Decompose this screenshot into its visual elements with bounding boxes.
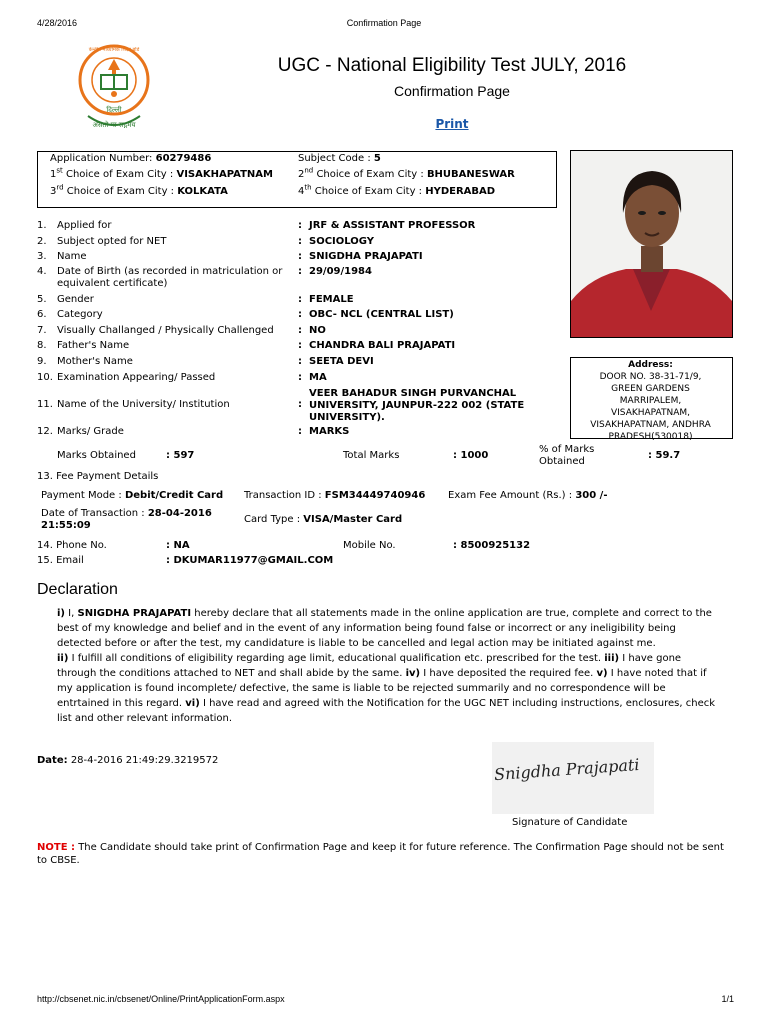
clause-text: I, [65, 608, 78, 619]
choice-2-suffix: nd [304, 166, 314, 175]
payment-mode-value: Debit/Credit Card [124, 490, 224, 501]
print-link[interactable]: Print [435, 117, 469, 131]
transaction-date-label: Date of Transaction : [41, 508, 145, 519]
application-number-label: Application Number: [50, 153, 153, 164]
transaction-id-value: FSM34449740946 [324, 490, 426, 501]
clause-text: hereby declare that all statements made in the online application are true, complete and correct to the best of my knowledge and belief and in the event of any information being found false or incorrect or any ineligibility being detected before or after the test, my candidature is liable to be cancelled and legal action may be initiated against me. [57, 608, 712, 649]
choice-2-label: Choice of Exam City : [313, 169, 424, 180]
clause-text: I fulfill all conditions of eligibility regarding age limit, educational qualification etc. prescribed for the test. [68, 653, 605, 664]
declaration-date [37, 755, 218, 766]
choice-1-ordinal: 1 [50, 169, 57, 180]
declaration-heading: Declaration [37, 581, 118, 598]
field-value: VEER BAHADUR SINGH PURVANCHAL UNIVERSITY, JAUNPUR-222 002 (STATE UNIVERSITY). [309, 388, 525, 423]
field-label: Visually Challanged / Physically Challenged [57, 325, 274, 336]
exam-city-choice-3 [50, 183, 228, 197]
clause-marker: iv) [405, 668, 421, 679]
exam-city-choice-4 [298, 183, 496, 197]
field-colon: : [298, 426, 302, 437]
email-value: : DKUMAR11977@GMAIL.COM [166, 555, 334, 566]
payment-mode-label: Payment Mode : [41, 490, 122, 501]
phone-value: : NA [166, 540, 190, 551]
field-value: SOCIOLOGY [309, 236, 375, 247]
choice-1-suffix: st [56, 166, 63, 175]
field-colon: : [298, 251, 302, 262]
field-label: Name [57, 251, 87, 262]
choice-4-ordinal: 4 [298, 186, 305, 197]
address-line: MARRIPALEM, [619, 396, 682, 406]
field-label: Marks/ Grade [57, 426, 124, 437]
field-number: 10. [37, 372, 53, 383]
print-url: http://cbsenet.nic.in/cbsenet/Online/PrintApplicationForm.aspx [37, 994, 285, 1004]
field-label: Gender [57, 294, 94, 305]
logo-motto: असतो मा सद्गमय [92, 121, 136, 129]
address-line: VISAKHAPATNAM, ANDHRA [590, 420, 711, 430]
clause-text: I have noted that if my application is found incomplete/ defective, the same is liable to be rejected summarily and no correspondence will be entrtained in this regard. [57, 668, 707, 709]
field-value: NO [309, 325, 326, 336]
clause-marker: ii) [57, 653, 69, 664]
choice-2-value: BHUBANESWAR [426, 169, 515, 180]
clause-marker: iii) [604, 653, 620, 664]
address-line: GREEN GARDENS [611, 384, 690, 394]
field-number: 7. [37, 325, 47, 336]
print-date: 4/28/2016 [37, 18, 78, 28]
address-line: DOOR NO. 38-31-71/9, [599, 372, 702, 382]
payment-mode [41, 490, 223, 501]
candidate-photo [570, 150, 733, 338]
exam-fee-value: 300 /- [575, 490, 608, 501]
clause-marker: v) [596, 668, 608, 679]
field-number: 9. [37, 356, 47, 367]
logo-city: दिल्ली [106, 106, 122, 114]
field-colon: : [298, 266, 302, 277]
exam-fee-amount [448, 490, 608, 501]
total-marks-label: Total Marks [343, 450, 400, 461]
note [37, 841, 737, 867]
page-title: UGC - National Eligibility Test JULY, 2016 [277, 55, 627, 76]
choice-2-ordinal: 2 [298, 169, 305, 180]
field-value: MA [309, 372, 327, 383]
field-label: Name of the University/ Institution [57, 399, 230, 410]
field-colon: : [298, 372, 302, 383]
clause-text: I have gone through the conditions attached to NET and shall abide by the same. [57, 653, 682, 679]
field-number: 4. [37, 266, 47, 277]
choice-3-label: Choice of Exam City : [63, 186, 175, 197]
choice-1-label: Choice of Exam City : [62, 169, 174, 180]
choice-4-suffix: th [304, 183, 312, 192]
transaction-date-value: 28-04-2016 21:55:09 [41, 508, 212, 531]
logo-top-text: केन्द्रीय माध्यमिक शिक्षा बोर्ड [88, 47, 140, 53]
fee-heading: 13. Fee Payment Details [37, 471, 159, 482]
field-value: SEETA DEVI [309, 356, 374, 367]
exam-fee-label: Exam Fee Amount (Rs.) : [448, 490, 573, 501]
signature-handwriting: Snigdha Prajapati [493, 754, 641, 785]
clause-text: I have read and agreed with the Notification for the UGC NET including instructions, enclosures, check list and other relevant information. [57, 698, 716, 724]
field-label: Mother's Name [57, 356, 133, 367]
marks-obtained-value: : 597 [166, 450, 195, 461]
phone-label: 14. Phone No. [37, 540, 107, 551]
transaction-id [244, 490, 425, 501]
field-label: Date of Birth (as recorded in matriculation or equivalent certificate) [57, 266, 283, 289]
field-colon: : [298, 399, 302, 410]
field-colon: : [298, 356, 302, 367]
field-value: SNIGDHA PRAJAPATI [309, 251, 423, 262]
choice-3-suffix: rd [56, 183, 64, 192]
field-number: 11. [37, 399, 53, 410]
date-label: Date: [37, 755, 68, 766]
field-colon: : [298, 309, 302, 320]
address-line: VISAKHAPATNAM, [611, 408, 690, 418]
address-line: PRADESH(530018) [608, 432, 693, 442]
application-number: 60279486 [155, 153, 212, 164]
mobile-value: : 8500925132 [453, 540, 531, 551]
field-value: MARKS [309, 426, 350, 437]
field-label: Category [57, 309, 103, 320]
field-label: Examination Appearing/ Passed [57, 372, 216, 383]
field-number: 12. [37, 426, 53, 437]
choice-3-ordinal: 3 [50, 186, 57, 197]
signature-caption: Signature of Candidate [512, 817, 628, 828]
candidate-name: SNIGDHA PRAJAPATI [77, 608, 192, 619]
email-label: 15. Email [37, 555, 84, 566]
application-number-row [50, 153, 211, 164]
choice-4-label: Choice of Exam City : [311, 186, 423, 197]
field-colon: : [298, 220, 302, 231]
choice-4-value: HYDERABAD [425, 186, 496, 197]
card-type [244, 514, 402, 525]
subject-code: 5 [373, 153, 381, 164]
field-value: JRF & ASSISTANT PROFESSOR [309, 220, 476, 231]
field-value: FEMALE [309, 294, 354, 305]
field-number: 3. [37, 251, 47, 262]
field-number: 2. [37, 236, 47, 247]
field-value: 29/09/1984 [309, 266, 372, 277]
date-value: 28-4-2016 21:49:29.3219572 [70, 755, 219, 766]
marks-percent-label: % of Marks Obtained [539, 444, 595, 467]
address-block [570, 359, 731, 443]
clause-marker: vi) [185, 698, 200, 709]
clause-marker: i) [57, 608, 65, 619]
total-marks-value: : 1000 [453, 450, 489, 461]
transaction-date [41, 508, 236, 532]
choice-1-value: VISAKHAPATNAM [176, 169, 273, 180]
clause-text: I have deposited the required fee. [420, 668, 597, 679]
exam-city-choice-1 [50, 166, 273, 180]
subject-code-row [298, 153, 381, 164]
transaction-id-label: Transaction ID : [244, 490, 322, 501]
field-number: 1. [37, 220, 47, 231]
marks-obtained-label: Marks Obtained [57, 450, 136, 461]
choice-3-value: KOLKATA [177, 186, 228, 197]
field-label: Subject opted for NET [57, 236, 167, 247]
card-type-value: VISA/Master Card [303, 514, 403, 525]
print-page-title: Confirmation Page [346, 18, 422, 28]
print-page-number: 1/1 [721, 994, 734, 1004]
page-subtitle: Confirmation Page [394, 83, 510, 99]
mobile-label: Mobile No. [343, 540, 396, 551]
note-label: NOTE : [37, 842, 76, 853]
field-value: OBC- NCL (CENTRAL LIST) [309, 309, 454, 320]
field-colon: : [298, 294, 302, 305]
field-colon: : [298, 340, 302, 351]
field-colon: : [298, 236, 302, 247]
address-heading: Address: [628, 360, 673, 370]
marks-percent-value: : 59.7 [648, 450, 681, 461]
field-number: 8. [37, 340, 47, 351]
field-number: 5. [37, 294, 47, 305]
field-label: Applied for [57, 220, 112, 231]
exam-city-choice-2 [298, 166, 515, 180]
declaration-text [57, 606, 720, 726]
subject-code-label: Subject Code : [298, 153, 371, 164]
card-type-label: Card Type : [244, 514, 301, 525]
field-label: Father's Name [57, 340, 130, 351]
field-colon: : [298, 325, 302, 336]
field-number: 6. [37, 309, 47, 320]
note-text: The Candidate should take print of Confirmation Page and keep it for future reference. The Confirmation Page should not be sent to CBSE. [37, 842, 724, 866]
field-value: CHANDRA BALI PRAJAPATI [309, 340, 456, 351]
